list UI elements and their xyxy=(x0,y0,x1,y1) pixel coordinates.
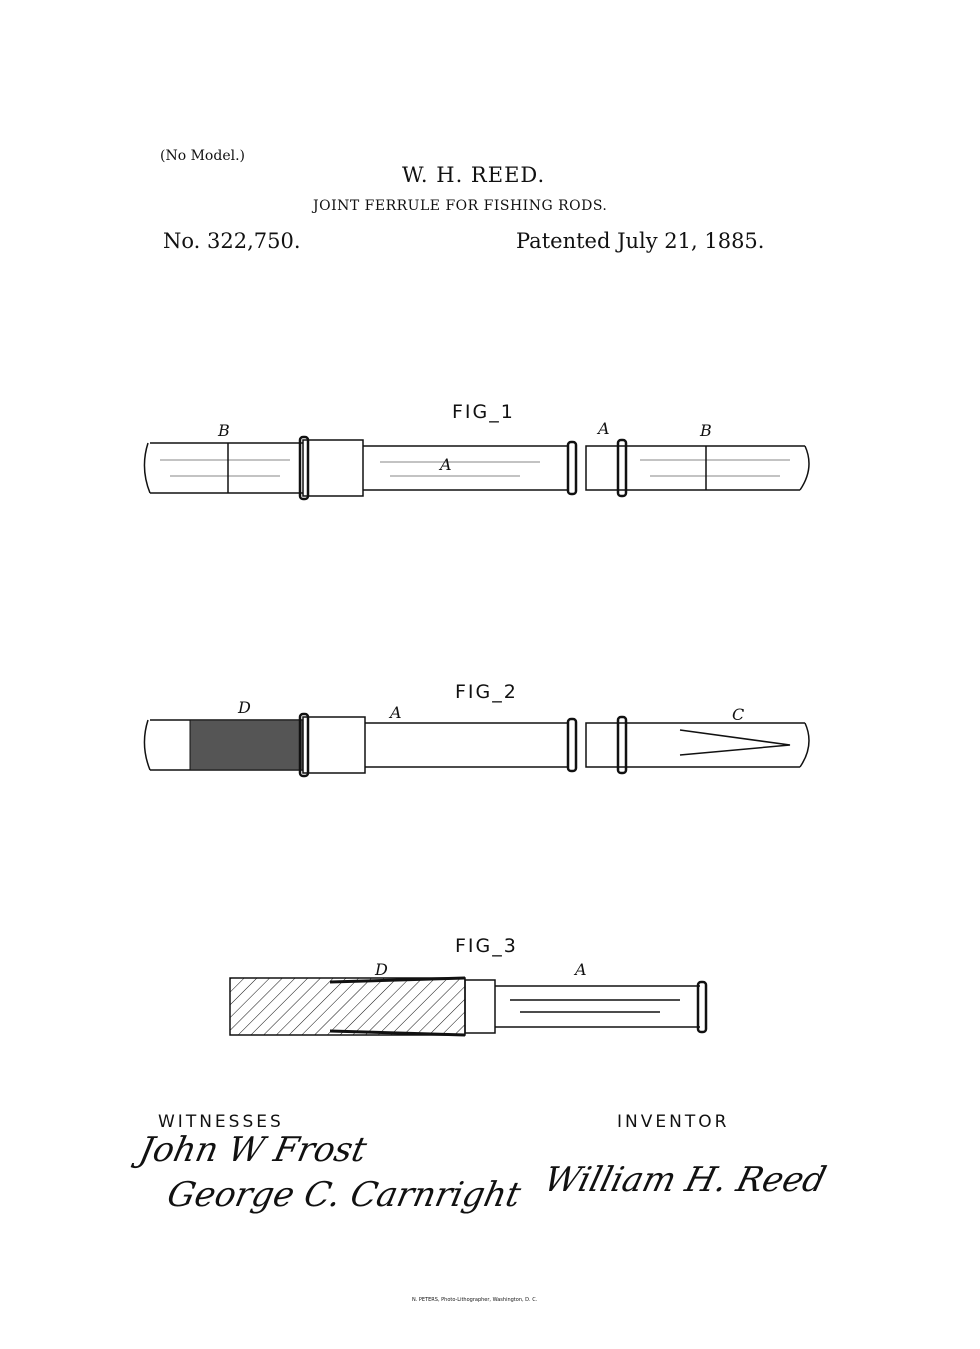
ferrule-ring xyxy=(300,437,308,499)
ref-d: D xyxy=(238,698,251,717)
inventor-label: INVENTOR xyxy=(617,1112,730,1132)
collar-ring xyxy=(618,440,626,496)
ref-c: C xyxy=(732,705,745,724)
witness-signature: George C. Carnright xyxy=(163,1175,525,1215)
collar-ring xyxy=(618,717,626,773)
figure-3 xyxy=(230,935,706,1035)
ferrule-socket xyxy=(303,717,365,773)
no-model-note: (No Model.) xyxy=(160,148,245,164)
rod-tip xyxy=(228,443,809,493)
wood-grain xyxy=(160,460,790,476)
tube-end-bead xyxy=(698,982,706,1032)
patent-number: No. 322,750. xyxy=(163,229,301,253)
ref-b: B xyxy=(700,421,712,440)
ref-a: A xyxy=(598,419,610,438)
tube-bead xyxy=(568,719,576,771)
tube-bead xyxy=(568,442,576,494)
ferrule-ring xyxy=(300,714,308,776)
ferrule-collar xyxy=(586,446,626,490)
fig-3-label: FIG_3 xyxy=(455,935,518,957)
inventor-signature: William H. Reed xyxy=(540,1160,831,1200)
printer-credit: N. PETERS, Photo-Lithographer, Washington, D. C. xyxy=(412,1297,538,1303)
ref-a: A xyxy=(575,960,587,979)
figure-2 xyxy=(144,681,809,776)
rod-section xyxy=(230,978,465,1035)
ferrule-tube xyxy=(365,723,568,767)
ref-a: A xyxy=(390,703,402,722)
ref-b: B xyxy=(218,421,230,440)
witness-signature: John W Frost xyxy=(135,1130,371,1170)
patent-date: Patented July 21, 1885. xyxy=(516,229,765,253)
ferrule-socket xyxy=(465,980,495,1033)
wrapped-end xyxy=(190,720,303,770)
rod-tip xyxy=(626,723,809,767)
figure-1 xyxy=(144,401,809,499)
patent-title: JOINT FERRULE FOR FISHING RODS. xyxy=(313,198,608,214)
ref-d: D xyxy=(375,960,388,979)
witnesses-label: WITNESSES xyxy=(158,1112,284,1132)
ferrule-tube xyxy=(495,986,700,1027)
ref-a: A xyxy=(440,455,452,474)
fig-2-label: FIG_2 xyxy=(455,681,518,703)
ferrule-tube xyxy=(363,446,568,490)
ferrule-socket xyxy=(303,440,363,496)
ferrule-collar xyxy=(586,723,626,767)
inventor-name: W. H. REED. xyxy=(402,163,546,187)
fig-1-label: FIG_1 xyxy=(452,401,515,423)
rod-butt xyxy=(144,443,303,493)
